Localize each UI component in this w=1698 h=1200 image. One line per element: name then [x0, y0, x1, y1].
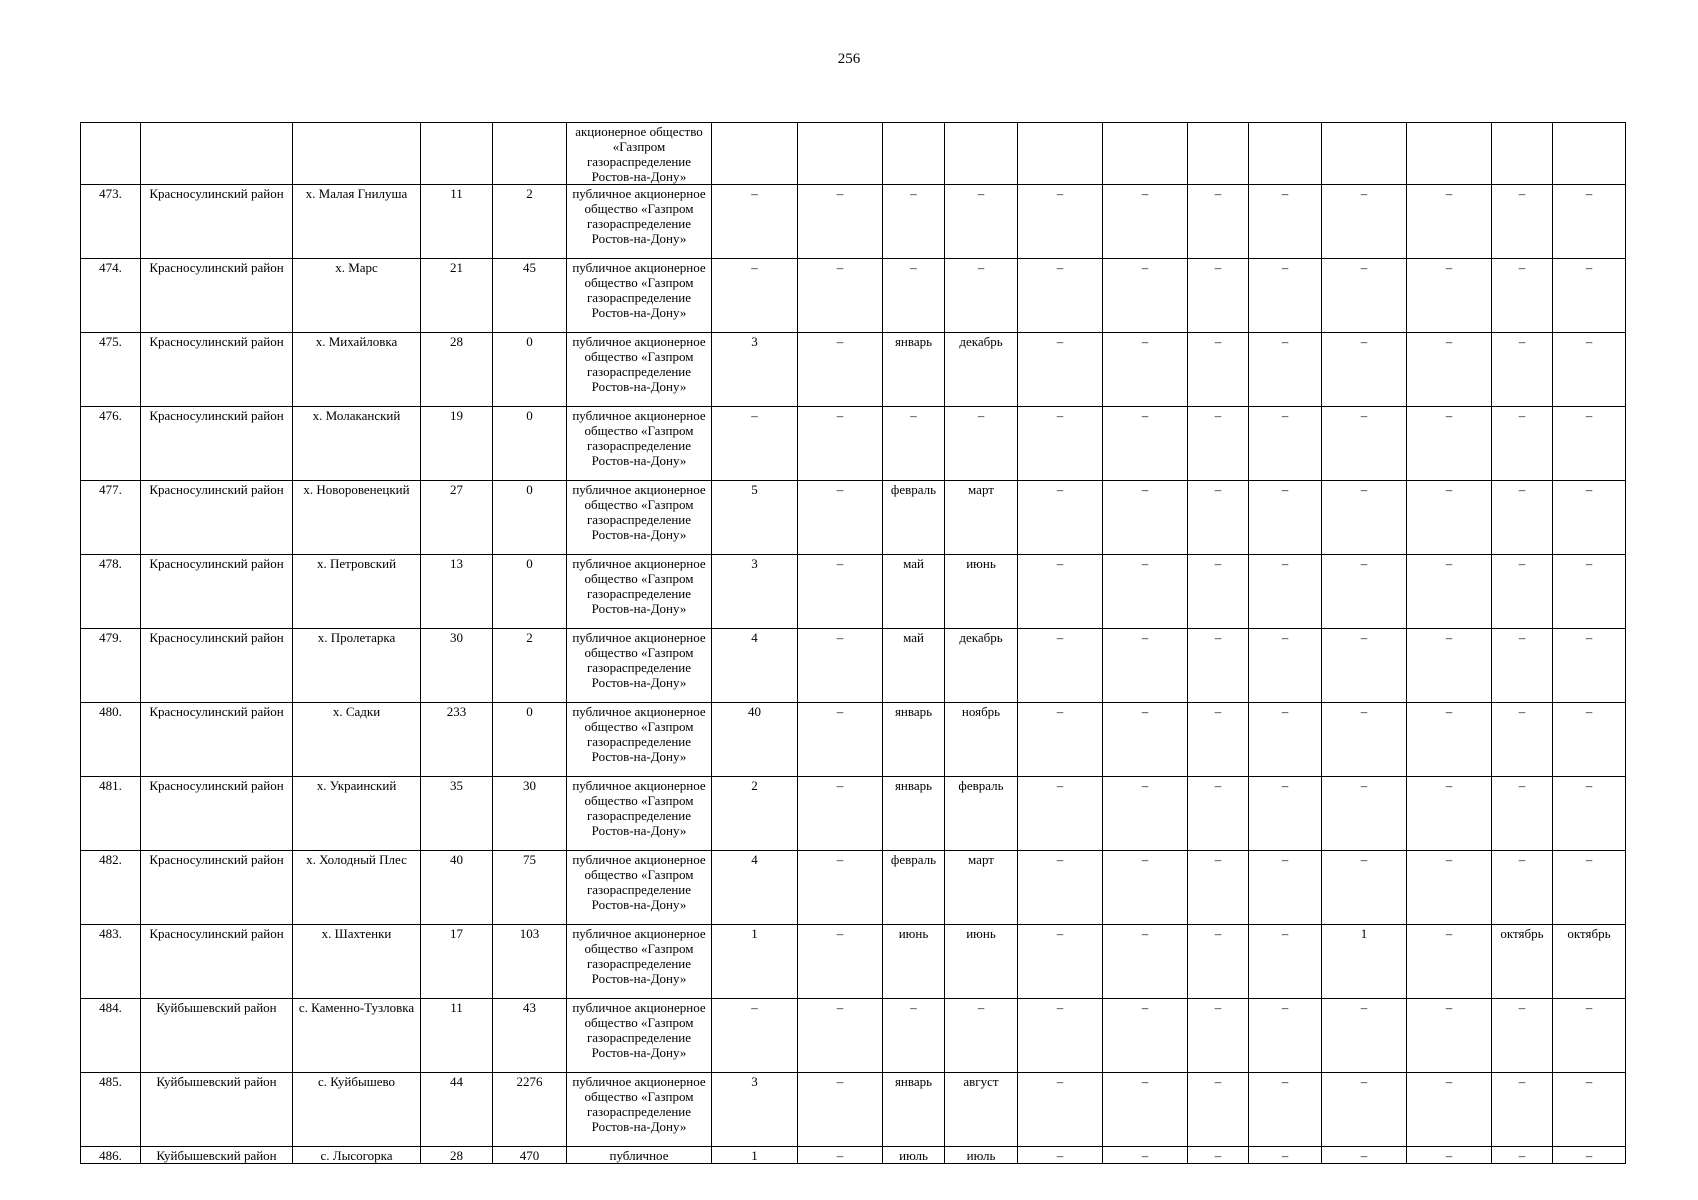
row-number-cell: 481.: [81, 777, 141, 851]
value-cell: –: [1407, 259, 1492, 333]
district-cell: Куйбышевский район: [141, 1147, 293, 1164]
value-cell: –: [798, 333, 883, 407]
value-cell: –: [798, 777, 883, 851]
row-number-cell: 486.: [81, 1147, 141, 1164]
district-cell: Красносулинский район: [141, 185, 293, 259]
start-month-cell: –: [1492, 851, 1553, 925]
end-month-cell: –: [1553, 999, 1626, 1073]
value-cell: –: [1103, 1073, 1188, 1147]
value-cell: –: [1407, 777, 1492, 851]
district-cell: Красносулинский район: [141, 851, 293, 925]
value-cell: –: [1188, 481, 1249, 555]
table-row: [81, 1147, 1626, 1164]
value-cell: –: [1322, 1147, 1407, 1164]
table-row: [81, 925, 1626, 999]
end-month-cell: –: [1553, 333, 1626, 407]
row-number-cell: 473.: [81, 185, 141, 259]
end-month-cell: –: [1553, 481, 1626, 555]
value-cell: –: [1188, 999, 1249, 1073]
value-cell: –: [712, 999, 798, 1073]
start-month-cell: февраль: [883, 851, 945, 925]
org-cell: публичное акционерное общество «Газпром газораспределение Ростов-на-Дону»: [567, 703, 712, 777]
end-month-cell: –: [945, 999, 1018, 1073]
row-number-cell: 476.: [81, 407, 141, 481]
count-cell: 103: [493, 925, 567, 999]
start-month-cell: –: [1492, 1147, 1553, 1164]
value-cell: –: [1188, 629, 1249, 703]
value-cell: –: [1322, 1073, 1407, 1147]
org-cell: публичное акционерное общество «Газпром газораспределение Ростов-на-Дону»: [567, 629, 712, 703]
value-cell: –: [1018, 703, 1103, 777]
count-cell: 0: [493, 703, 567, 777]
table-row: [81, 259, 1626, 333]
locality-cell: х. Садки: [293, 703, 421, 777]
row-number-cell: 478.: [81, 555, 141, 629]
end-month-cell: март: [945, 481, 1018, 555]
locality-cell: х. Михайловка: [293, 333, 421, 407]
value-cell: –: [1322, 185, 1407, 259]
value-cell: 5: [712, 481, 798, 555]
value-cell: 40: [712, 703, 798, 777]
value-cell: 1: [712, 1147, 798, 1164]
count-cell: 30: [493, 777, 567, 851]
count-cell: 0: [493, 333, 567, 407]
org-cell: публичное акционерное общество «Газпром газораспределение Ростов-на-Дону»: [567, 481, 712, 555]
start-month-cell: –: [883, 999, 945, 1073]
value-cell: –: [1018, 925, 1103, 999]
locality-cell: с. Каменно-Тузловка: [293, 999, 421, 1073]
count-cell: 13: [421, 555, 493, 629]
value-cell: 1: [712, 925, 798, 999]
value-cell: –: [1322, 259, 1407, 333]
table-row: [81, 407, 1626, 481]
value-cell: –: [1322, 555, 1407, 629]
count-cell: 470: [493, 1147, 567, 1164]
start-month-cell: июнь: [883, 925, 945, 999]
count-cell: 0: [493, 555, 567, 629]
value-cell: –: [1188, 555, 1249, 629]
value-cell: –: [1188, 777, 1249, 851]
org-cell: акционерное общество «Газпром газораспределение Ростов-на-Дону»: [567, 123, 712, 185]
table-row: [81, 555, 1626, 629]
value-cell: –: [1407, 407, 1492, 481]
count-cell: 75: [493, 851, 567, 925]
table-row: [81, 1073, 1626, 1147]
value-cell: –: [1322, 703, 1407, 777]
value-cell: –: [1103, 481, 1188, 555]
row-number-cell: 480.: [81, 703, 141, 777]
end-month-cell: –: [1553, 851, 1626, 925]
locality-cell: с. Куйбышево: [293, 1073, 421, 1147]
count-cell: 21: [421, 259, 493, 333]
count-cell: 28: [421, 1147, 493, 1164]
value-cell: –: [1249, 777, 1322, 851]
row-number-cell: 477.: [81, 481, 141, 555]
value-cell: –: [1407, 185, 1492, 259]
start-month-cell: январь: [883, 777, 945, 851]
value-cell: –: [1018, 851, 1103, 925]
value-cell: –: [1018, 333, 1103, 407]
value-cell: –: [1322, 407, 1407, 481]
value-cell: 2: [712, 777, 798, 851]
value-cell: –: [1407, 703, 1492, 777]
value-cell: –: [712, 407, 798, 481]
locality-cell: х. Малая Гнилуша: [293, 185, 421, 259]
count-cell: 35: [421, 777, 493, 851]
locality-cell: х. Шахтенки: [293, 925, 421, 999]
start-month-cell: –: [1492, 999, 1553, 1073]
value-cell: –: [1249, 185, 1322, 259]
count-cell: 11: [421, 999, 493, 1073]
value-cell: –: [712, 185, 798, 259]
value-cell: –: [1103, 555, 1188, 629]
district-cell: Куйбышевский район: [141, 999, 293, 1073]
value-cell: 4: [712, 629, 798, 703]
locality-cell: х. Холодный Плес: [293, 851, 421, 925]
value-cell: –: [1249, 629, 1322, 703]
end-month-cell: август: [945, 1073, 1018, 1147]
value-cell: –: [1103, 185, 1188, 259]
count-cell: 28: [421, 333, 493, 407]
end-month-cell: март: [945, 851, 1018, 925]
table-body: [81, 123, 1626, 1164]
start-month-cell: –: [1492, 703, 1553, 777]
value-cell: –: [1188, 1073, 1249, 1147]
value-cell: 3: [712, 333, 798, 407]
value-cell: –: [1103, 333, 1188, 407]
value-cell: –: [1249, 703, 1322, 777]
district-cell: Красносулинский район: [141, 629, 293, 703]
end-month-cell: ноябрь: [945, 703, 1018, 777]
end-month-cell: –: [1553, 777, 1626, 851]
end-month-cell: –: [1553, 1073, 1626, 1147]
end-month-cell: –: [1553, 407, 1626, 481]
value-cell: –: [1322, 999, 1407, 1073]
org-cell: публичное акционерное общество «Газпром газораспределение Ростов-на-Дону»: [567, 333, 712, 407]
value-cell: –: [1018, 1147, 1103, 1164]
value-cell: –: [1188, 259, 1249, 333]
value-cell: –: [1103, 925, 1188, 999]
table-row: [81, 185, 1626, 259]
end-month-cell: –: [1553, 555, 1626, 629]
org-cell: публичное акционерное общество «Газпром газораспределение Ростов-на-Дону»: [567, 407, 712, 481]
row-number-cell: 485.: [81, 1073, 141, 1147]
value-cell: –: [1018, 407, 1103, 481]
value-cell: –: [1018, 999, 1103, 1073]
end-month-cell: июнь: [945, 555, 1018, 629]
district-cell: Красносулинский район: [141, 407, 293, 481]
org-cell: публичное акционерное общество «Газпром газораспределение Ростов-на-Дону»: [567, 925, 712, 999]
count-cell: 43: [493, 999, 567, 1073]
locality-cell: с. Лысогорка: [293, 1147, 421, 1164]
end-month-cell: –: [945, 407, 1018, 481]
value-cell: –: [1103, 1147, 1188, 1164]
value-cell: –: [1018, 555, 1103, 629]
value-cell: –: [1188, 333, 1249, 407]
count-cell: 2: [493, 629, 567, 703]
org-cell: публичное акционерное общество «Газпром газораспределение Ростов-на-Дону»: [567, 851, 712, 925]
district-cell: Красносулинский район: [141, 925, 293, 999]
value-cell: –: [712, 259, 798, 333]
start-month-cell: январь: [883, 703, 945, 777]
value-cell: 3: [712, 1073, 798, 1147]
count-cell: 27: [421, 481, 493, 555]
table-row: [81, 777, 1626, 851]
value-cell: –: [1103, 999, 1188, 1073]
count-cell: 11: [421, 185, 493, 259]
start-month-cell: май: [883, 629, 945, 703]
count-cell: 30: [421, 629, 493, 703]
count-cell: 2: [493, 185, 567, 259]
value-cell: –: [1188, 407, 1249, 481]
value-cell: –: [798, 629, 883, 703]
start-month-cell: январь: [883, 1073, 945, 1147]
count-cell: 19: [421, 407, 493, 481]
org-cell: публичное акционерное общество «Газпром газораспределение Ростов-на-Дону»: [567, 999, 712, 1073]
end-month-cell: –: [1553, 259, 1626, 333]
end-month-cell: декабрь: [945, 333, 1018, 407]
value-cell: –: [1188, 925, 1249, 999]
value-cell: –: [1188, 851, 1249, 925]
value-cell: –: [1249, 259, 1322, 333]
district-cell: Красносулинский район: [141, 555, 293, 629]
start-month-cell: –: [1492, 481, 1553, 555]
row-number-cell: 474.: [81, 259, 141, 333]
value-cell: –: [798, 1147, 883, 1164]
value-cell: 3: [712, 555, 798, 629]
start-month-cell: –: [883, 185, 945, 259]
end-month-cell: –: [1553, 1147, 1626, 1164]
start-month-cell: –: [1492, 259, 1553, 333]
value-cell: –: [1249, 481, 1322, 555]
district-cell: Красносулинский район: [141, 777, 293, 851]
value-cell: –: [1407, 333, 1492, 407]
value-cell: –: [1188, 703, 1249, 777]
value-cell: –: [798, 259, 883, 333]
locality-cell: х. Петровский: [293, 555, 421, 629]
org-cell: публичное акционерное общество «Газпром газораспределение Ростов-на-Дону»: [567, 555, 712, 629]
org-cell: публичное акционерное общество «Газпром газораспределение Ростов-на-Дону»: [567, 1073, 712, 1147]
value-cell: –: [1407, 629, 1492, 703]
value-cell: –: [1018, 481, 1103, 555]
value-cell: –: [1018, 1073, 1103, 1147]
end-month-cell: –: [945, 185, 1018, 259]
value-cell: –: [798, 925, 883, 999]
start-month-cell: –: [1492, 333, 1553, 407]
page-number: 256: [837, 51, 861, 67]
value-cell: –: [1407, 555, 1492, 629]
value-cell: –: [1322, 333, 1407, 407]
value-cell: –: [1249, 555, 1322, 629]
locality-cell: х. Молаканский: [293, 407, 421, 481]
value-cell: –: [1322, 777, 1407, 851]
start-month-cell: –: [1492, 555, 1553, 629]
value-cell: –: [1407, 999, 1492, 1073]
table-row-continued: [81, 123, 1626, 185]
start-month-cell: –: [1492, 777, 1553, 851]
value-cell: –: [1249, 407, 1322, 481]
value-cell: –: [1249, 999, 1322, 1073]
value-cell: –: [1322, 629, 1407, 703]
locality-cell: х. Пролетарка: [293, 629, 421, 703]
value-cell: –: [798, 703, 883, 777]
row-number-cell: 479.: [81, 629, 141, 703]
end-month-cell: июль: [945, 1147, 1018, 1164]
value-cell: –: [1188, 185, 1249, 259]
start-month-cell: февраль: [883, 481, 945, 555]
count-cell: 17: [421, 925, 493, 999]
end-month-cell: –: [1553, 185, 1626, 259]
value-cell: 1: [1322, 925, 1407, 999]
end-month-cell: февраль: [945, 777, 1018, 851]
table-row: [81, 481, 1626, 555]
district-cell: Красносулинский район: [141, 703, 293, 777]
value-cell: 4: [712, 851, 798, 925]
table-row: [81, 703, 1626, 777]
value-cell: –: [1407, 481, 1492, 555]
end-month-cell: октябрь: [1553, 925, 1626, 999]
value-cell: –: [1249, 925, 1322, 999]
locality-cell: х. Украинский: [293, 777, 421, 851]
count-cell: 40: [421, 851, 493, 925]
district-cell: Куйбышевский район: [141, 1073, 293, 1147]
value-cell: –: [798, 851, 883, 925]
value-cell: –: [1188, 1147, 1249, 1164]
org-cell: публичное акционерное общество «Газпром газораспределение Ростов-на-Дону»: [567, 185, 712, 259]
start-month-cell: июль: [883, 1147, 945, 1164]
end-month-cell: декабрь: [945, 629, 1018, 703]
count-cell: 44: [421, 1073, 493, 1147]
start-month-cell: май: [883, 555, 945, 629]
value-cell: –: [1018, 629, 1103, 703]
value-cell: –: [1018, 777, 1103, 851]
value-cell: –: [1103, 629, 1188, 703]
value-cell: –: [1249, 333, 1322, 407]
value-cell: –: [1103, 407, 1188, 481]
table-row: [81, 851, 1626, 925]
end-month-cell: июнь: [945, 925, 1018, 999]
row-number-cell: 483.: [81, 925, 141, 999]
value-cell: –: [1249, 1147, 1322, 1164]
value-cell: –: [1103, 259, 1188, 333]
row-number-cell: 475.: [81, 333, 141, 407]
end-month-cell: –: [945, 259, 1018, 333]
count-cell: 45: [493, 259, 567, 333]
count-cell: 0: [493, 407, 567, 481]
value-cell: –: [1407, 1147, 1492, 1164]
value-cell: –: [1322, 851, 1407, 925]
count-cell: 233: [421, 703, 493, 777]
org-cell: публичное: [567, 1147, 712, 1164]
count-cell: 2276: [493, 1073, 567, 1147]
org-cell: публичное акционерное общество «Газпром газораспределение Ростов-на-Дону»: [567, 777, 712, 851]
value-cell: –: [798, 555, 883, 629]
value-cell: –: [798, 185, 883, 259]
district-cell: Красносулинский район: [141, 259, 293, 333]
value-cell: –: [1103, 703, 1188, 777]
locality-cell: х. Новоровенецкий: [293, 481, 421, 555]
value-cell: –: [1322, 481, 1407, 555]
value-cell: –: [798, 1073, 883, 1147]
district-cell: Красносулинский район: [141, 481, 293, 555]
count-cell: 0: [493, 481, 567, 555]
start-month-cell: –: [1492, 407, 1553, 481]
table-row: [81, 333, 1626, 407]
end-month-cell: –: [1553, 629, 1626, 703]
value-cell: –: [1103, 851, 1188, 925]
value-cell: –: [798, 407, 883, 481]
data-table: [80, 122, 1626, 1164]
value-cell: –: [1407, 925, 1492, 999]
value-cell: –: [798, 481, 883, 555]
value-cell: –: [1249, 851, 1322, 925]
table-row: [81, 629, 1626, 703]
start-month-cell: –: [883, 407, 945, 481]
table-row: [81, 999, 1626, 1073]
value-cell: –: [1407, 851, 1492, 925]
start-month-cell: –: [883, 259, 945, 333]
start-month-cell: январь: [883, 333, 945, 407]
district-cell: Красносулинский район: [141, 333, 293, 407]
org-cell: публичное акционерное общество «Газпром газораспределение Ростов-на-Дону»: [567, 259, 712, 333]
value-cell: –: [1103, 777, 1188, 851]
value-cell: –: [1407, 1073, 1492, 1147]
value-cell: –: [1018, 259, 1103, 333]
start-month-cell: –: [1492, 185, 1553, 259]
value-cell: –: [1249, 1073, 1322, 1147]
end-month-cell: –: [1553, 703, 1626, 777]
start-month-cell: –: [1492, 1073, 1553, 1147]
locality-cell: х. Марс: [293, 259, 421, 333]
row-number-cell: 484.: [81, 999, 141, 1073]
value-cell: –: [798, 999, 883, 1073]
row-number-cell: 482.: [81, 851, 141, 925]
value-cell: –: [1018, 185, 1103, 259]
start-month-cell: октябрь: [1492, 925, 1553, 999]
start-month-cell: –: [1492, 629, 1553, 703]
